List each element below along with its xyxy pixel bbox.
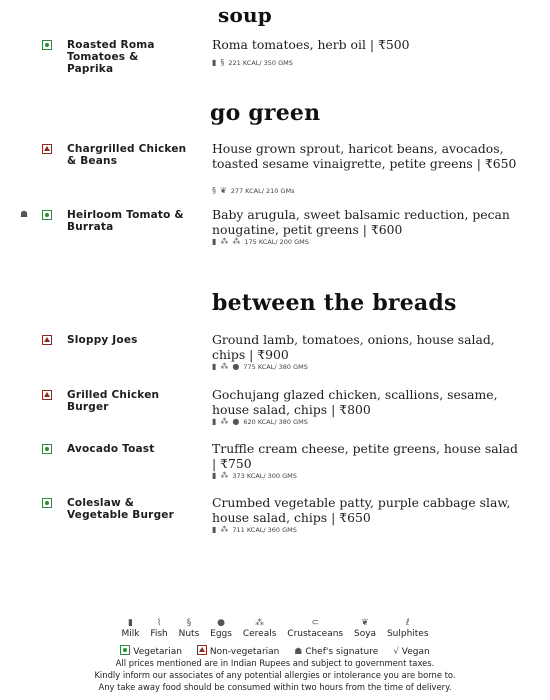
item-nutrition: ▮ § 221 KCAL/ 350 GMS [212,58,293,67]
nuts-icon: § [212,186,216,195]
milk-icon: ▮ [212,58,217,67]
item-nutrition: ▮ ⁂ ● 775 KCAL/ 380 GMS [212,362,308,371]
legend-allergen: ⁂ Cereals [242,618,277,639]
item-description: Roma tomatoes, herb oil | ₹500 [212,37,410,52]
cereals-icon: ⁂ [232,237,241,246]
footer-notes [0,657,550,693]
milk-icon: ▮ [212,237,217,246]
soya-icon: ❦ [220,186,227,195]
legend-allergen: ▮ Milk [121,618,140,639]
vegan-icon: √ [393,647,402,657]
item-nutrition: ▮ ⁂ 711 KCAL/ 360 GMS [212,525,297,534]
veg-mark-icon [120,645,130,655]
item-name: Chargrilled Chicken & Beans [67,143,187,167]
milk-icon: ▮ [127,618,133,628]
item-nutrition: ▮ ⁂ ⁂ 175 KCAL/ 200 GMS [212,237,309,246]
nonveg-mark-icon [42,144,52,154]
cereals-icon: ⁂ [220,417,229,426]
diet-legend [0,644,550,657]
legend-allergen: ❦ Soya [354,618,377,639]
item-description: Truffle cream cheese, petite greens, house salad | ₹750 [212,441,518,471]
crustaceans-icon: ⊂ [311,618,319,628]
nonveg-mark-icon [42,335,52,345]
item-nutrition: ▮ ⁂ 373 KCAL/ 300 GMS [212,471,297,480]
item-name: Coleslaw & Vegetable Burger [67,497,174,521]
legend-vegetarian: Vegetarian [120,644,182,657]
veg-mark-icon [42,498,52,508]
item-description: Gochujang glazed chicken, scallions, sesame, house salad, chips | ₹800 [212,387,498,417]
legend-non-vegetarian: Non-vegetarian [197,644,280,657]
soya-icon: ❦ [361,618,369,628]
section-title-go-green: go green [210,100,321,126]
legend-allergen: ℓ Sulphites [386,618,429,639]
eggs-icon: ● [232,362,240,371]
item-nutrition: § ❦ 277 KCAL/ 210 GMs [212,186,295,195]
fish-icon: ⌇ [156,618,162,628]
cereals-icon: ⁂ [220,237,229,246]
section-title-soup: soup [218,3,272,27]
legend-vegan: √ Vegan [393,647,430,657]
nuts-icon: § [220,58,225,67]
item-name: Roasted Roma Tomatoes & Paprika [67,39,155,75]
item-name: Sloppy Joes [67,334,138,346]
veg-mark-icon [42,40,52,50]
eggs-icon: ● [232,417,240,426]
legend-allergen: ● Eggs [210,618,232,639]
item-name: Avocado Toast [67,443,155,455]
chefs-signature-icon: ☗ [20,209,29,219]
allergen-legend [0,618,550,639]
item-description: Ground lamb, tomatoes, onions, house salad, chips | ₹900 [212,332,495,362]
nonveg-mark-icon [42,390,52,400]
cereals-icon: ⁂ [220,362,229,371]
item-nutrition: ▮ ⁂ ● 620 KCAL/ 380 GMS [212,417,308,426]
milk-icon: ▮ [212,362,217,371]
legend-allergen: § Nuts [178,618,200,639]
eggs-icon: ● [217,618,225,628]
footer-line: All prices mentioned are in Indian Rupees and subject to government taxes. [115,658,435,668]
cereals-icon: ⁂ [220,471,229,480]
milk-icon: ▮ [212,525,217,534]
item-description: Baby arugula, sweet balsamic reduction, pecan nougatine, petit greens | ₹600 [212,207,510,237]
legend-allergen: ⌇ Fish [150,618,168,639]
item-description: House grown sprout, haricot beans, avocados, toasted sesame vinaigrette, petite greens | ₹650 [212,141,517,171]
veg-mark-icon [42,444,52,454]
cereals-icon: ⁂ [255,618,265,628]
milk-icon: ▮ [212,417,217,426]
legend-allergen: ⊂ Crustaceans [287,618,344,639]
footer-line: Kindly inform our associates of any potential allergies or intolerance you are borne to. [94,670,456,680]
footer-line: Any take away food should be consumed within two hours from the time of delivery. [98,682,452,692]
sulphites-icon: ℓ [405,618,410,628]
item-name: Heirloom Tomato & Burrata [67,209,184,233]
section-title-between-the-breads: between the breads [212,290,457,316]
chefs-signature-icon: ☗ [294,647,306,657]
nonveg-mark-icon [197,645,207,655]
veg-mark-icon [42,210,52,220]
legend-chefs-signature: ☗ Chef's signature [294,647,379,657]
item-description: Crumbed vegetable patty, purple cabbage slaw, house salad, chips | ₹650 [212,495,511,525]
nuts-icon: § [186,618,192,628]
cereals-icon: ⁂ [220,525,229,534]
milk-icon: ▮ [212,471,217,480]
item-name: Grilled Chicken Burger [67,389,160,413]
